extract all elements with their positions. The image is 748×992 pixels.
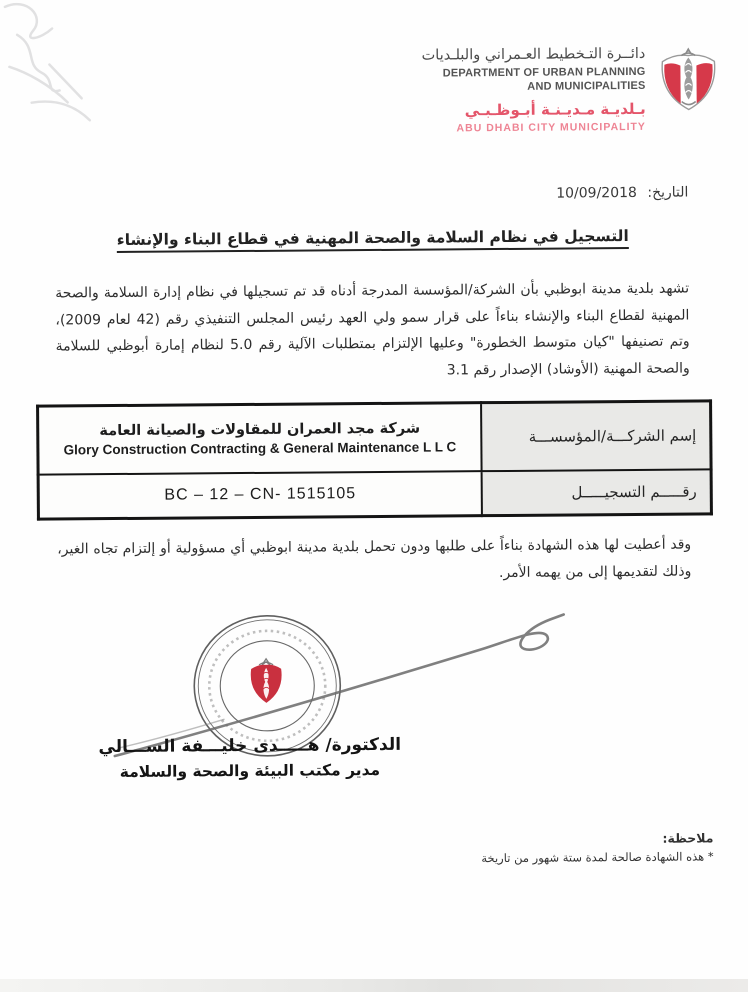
department-name-arabic: دائــرة التـخطيط العـمراني والبلـديات [421,45,646,64]
company-name-arabic: شركة مجد العمران للمقاولات والصيانة العامة [99,420,421,440]
department-name-english-line1: DEPARTMENT OF URBAN PLANNING [442,65,646,80]
table-row-company [38,401,712,475]
municipality-name-english: ABU DHABI CITY MUNICIPALITY [456,120,646,135]
company-name-english: Glory Construction Contracting & General Maintenance L L C [63,439,457,458]
company-name-value [38,403,482,475]
registration-table [36,399,713,520]
corner-scribble-mark [0,2,148,138]
signatory-position: مدير مكتب البيئة والصحة والسلامة [119,760,381,782]
certificate-title: التسجيل في نظام السلامة والصحة المهنية في قطاع البناء والإنشاء [116,226,629,250]
letterhead [422,46,646,135]
registration-number-value [38,471,482,519]
registration-number: BC – 12 – CN- 1515105 [164,485,357,504]
municipality-name-arabic: بـلديـة مـديـنـة أبـوظـبـي [464,99,646,120]
scan-edge-artifact [0,979,748,992]
signatory-name: الدكتورة/ هـــــدى خليـــفة الســـالي [98,734,402,758]
date-line [556,185,688,202]
certificate-body-paragraph-2: وقد أعطيت لها هذه الشهادة بناءاً على طلبها ودون تحمل بلدية مدينة ابوظبي أي مسؤولية أو إلتزام تجاه الغير، وذلك لتقديمها إلى من يهمه الأمر. [57,536,692,581]
signature-block [55,731,445,784]
footnote [481,830,714,865]
registration-number-label: رقـــــم التسجيـــــل [482,469,712,515]
date-value: 10/09/2018 [556,184,637,202]
footnote-label: ملاحظة: [662,830,714,846]
department-name-english-line2: AND MUNICIPALITIES [527,79,646,93]
table-row-registration [38,469,711,519]
footnote-text: * هذه الشهادة صالحة لمدة ستة شهور من تاريخة [481,849,714,866]
abu-dhabi-emblem-icon [652,41,725,114]
company-name-label: إسم الشركـــة/المؤسســـة [481,401,711,471]
date-label: التاريخ: [647,184,689,201]
certificate-body-paragraph-1: تشهد بلدية مدينة ابوظبي بأن الشركة/المؤسسة المدرجة أدناه قد تم تسجيلها في نظام إدارة السلامة والصحة المهنية لقطاع البناء والإنشاء بناءاً على قرار سمو ولي العهد رئيس المجلس التنفيذي رقم (42 لعام 2009)، وتم تصنيفها "كيان متوسط الخطورة" وعليها الإلتزام بمتطلبات الآلية رقم 5.0 لنظام إمارة أبوظبي للسلامة والصحة المهنية (الأوشاد) الإصدار رقم 3.1 [55,280,690,378]
